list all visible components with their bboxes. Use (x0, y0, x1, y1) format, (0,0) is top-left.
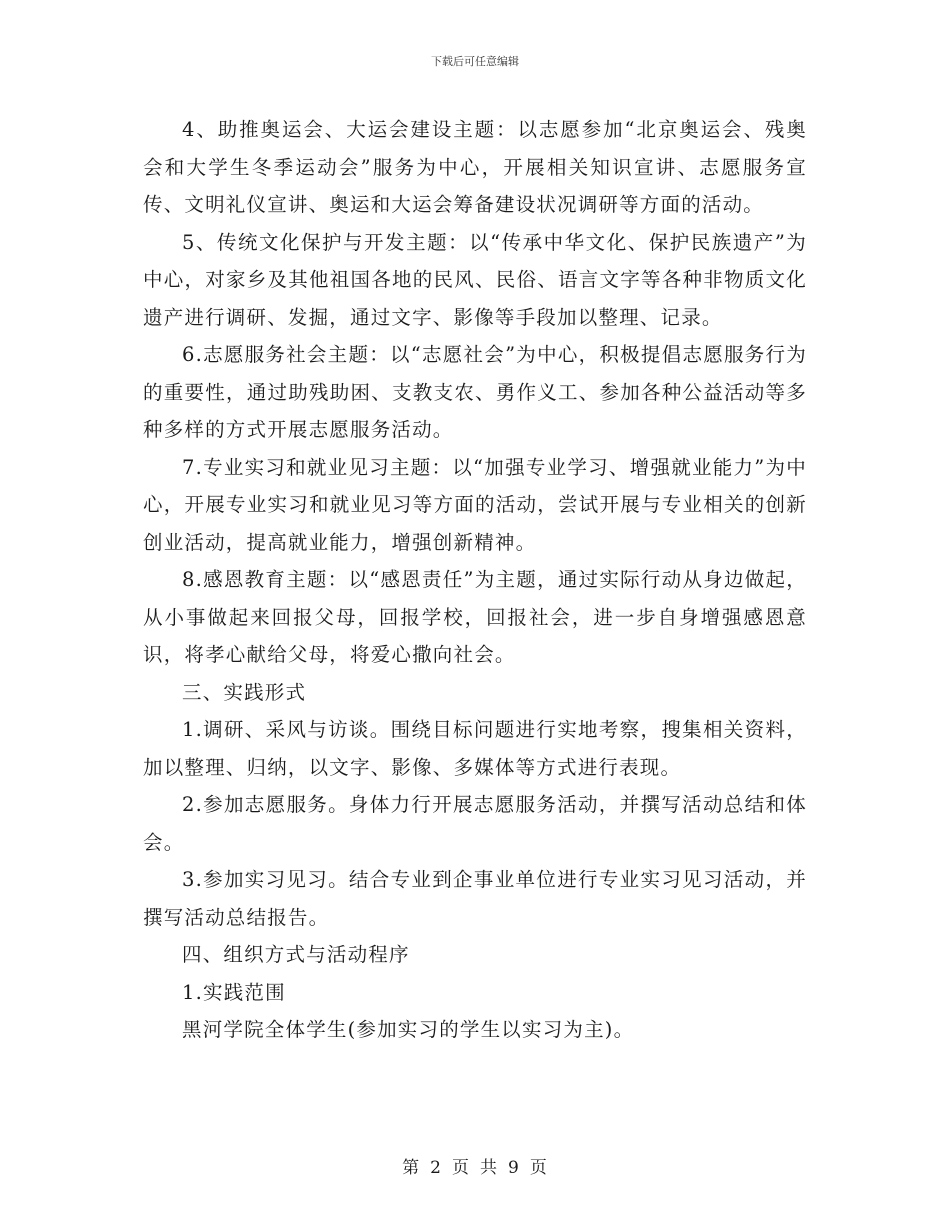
section-heading-practice-form: 三、实践形式 (182, 680, 307, 704)
paragraph-theme-7: 7.专业实习和就业见习主题：以“加强专业学习、增强就业能力”为中心，开展专业实习和就业见习等方面的活动，尝试开展与专业相关的创新创业活动，提高就业能力，增强创新精神。 (143, 455, 807, 554)
footer-label-unit2: 页 (529, 1158, 548, 1178)
paragraph-scope: 黑河学院全体学生(参加实习的学生以实习为主)。 (182, 1018, 635, 1041)
footer-label-page: 第 (402, 1158, 421, 1178)
paragraph-form-1: 1.调研、采风与访谈。围绕目标问题进行实地考察，搜集相关资料，加以整理、归纳，以文字、影像、多媒体等方式进行表现。 (143, 718, 807, 779)
paragraph-form-2: 2.参加志愿服务。身体力行开展志愿服务活动，并撰写活动总结和体会。 (143, 793, 807, 854)
footer-current-page: 2 (430, 1158, 442, 1178)
footer-total-pages: 9 (508, 1158, 520, 1178)
paragraph-form-3: 3.参加实习见习。结合专业到企事业单位进行专业实习见习活动，并撰写活动总结报告。 (143, 868, 807, 929)
page-footer (0, 1153, 950, 1178)
footer-label-total: 共 (480, 1158, 498, 1178)
subheading-practice-scope: 1.实践范围 (182, 980, 286, 1004)
footer-label-unit: 页 (452, 1158, 470, 1178)
page-header: 下载后可任意编辑 (431, 55, 519, 68)
paragraph-theme-6: 6.志愿服务社会主题：以“志愿社会”为中心，积极提倡志愿服务行为的重要性，通过助残助困、支教支农、勇作义工、参加各种公益活动等多种多样的方式开展志愿服务活动。 (143, 343, 807, 441)
section-heading-organization: 四、组织方式与活动程序 (182, 943, 410, 966)
paragraph-theme-8: 8.感恩教育主题：以“感恩责任”为主题，通过实际行动从身边做起，从小事做起来回报父母，回报学校，回报社会，进一步自身增强感恩意识，将孝心献给父母，将爱心撒向社会。 (143, 568, 807, 666)
document-body (143, 111, 807, 1049)
paragraph-theme-5: 5、传统文化保护与开发主题：以“传承中华文化、保护民族遗产”为中心，对家乡及其他祖国各地的民风、民俗、语言文字等各种非物质文化遗产进行调研、发掘，通过文字、影像等手段加以整理、记录。 (143, 230, 807, 329)
paragraph-theme-4: 4、助推奥运会、大运会建设主题：以志愿参加“北京奥运会、残奥会和大学生冬季运动会”服务为中心，开展相关知识宣讲、志愿服务宣传、文明礼仪宣讲、奥运和大运会筹备建设状况调研等方面的活动。 (143, 118, 807, 216)
